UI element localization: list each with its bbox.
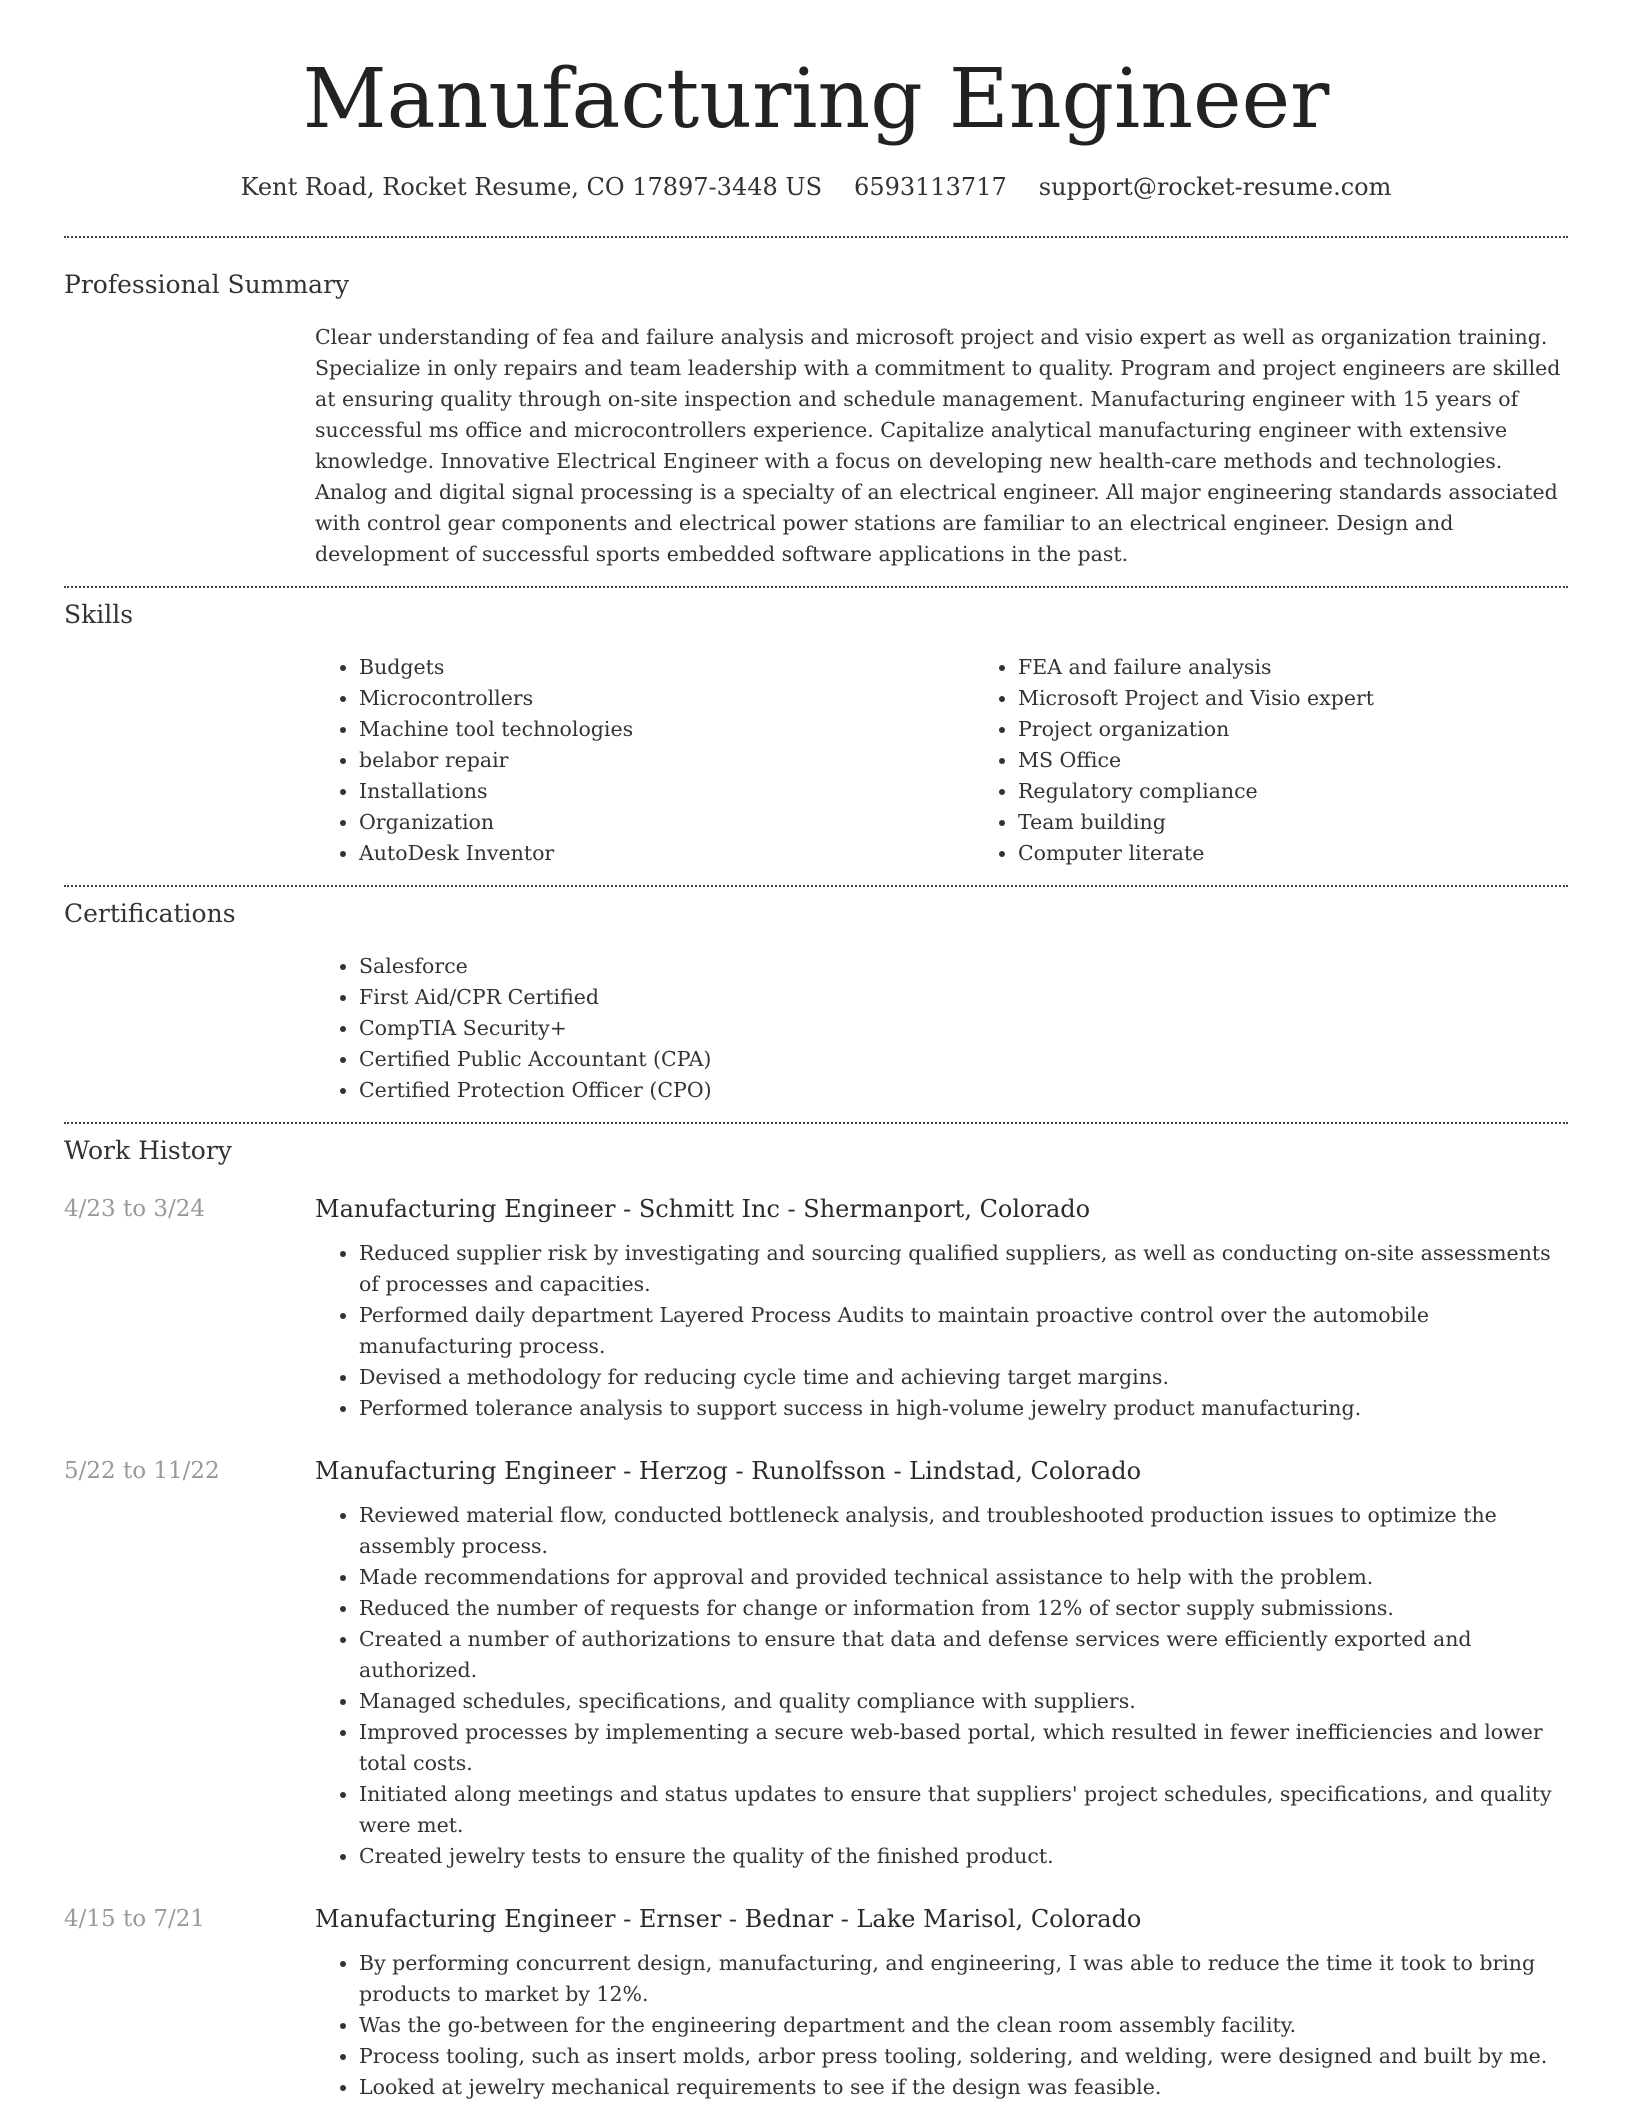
job-entry	[64, 1902, 1568, 2103]
contact-phone: 6593113717	[854, 173, 1007, 201]
job-bullet: • Improved processes by implementing a secure web-based portal, which resulted in fewer inefficiencies and lower total costs.	[359, 1717, 1568, 1779]
skills-list-right	[974, 652, 1632, 869]
skill-item: • Team building	[1018, 807, 1632, 838]
skill-item: • AutoDesk Inventor	[359, 838, 974, 869]
job-entry	[64, 1454, 1568, 1872]
section-title-skills: Skills	[64, 600, 134, 629]
skill-item: • Microcontrollers	[359, 683, 974, 714]
job-bullet: • Made recommendations for approval and provided technical assistance to help with the problem.	[359, 1562, 1568, 1593]
certification-item: • Salesforce	[359, 951, 1568, 982]
job-title: Manufacturing Engineer - Schmitt Inc - Shermanport, Colorado	[315, 1195, 1091, 1223]
job-bullet: • Looked at jewelry mechanical requirements to see if the design was feasible.	[359, 2072, 1568, 2103]
contact-email: support@rocket-resume.com	[1038, 173, 1392, 201]
resume-name: Manufacturing Engineer	[302, 52, 1330, 147]
skill-item: • belabor repair	[359, 745, 974, 776]
job-bullet: • By performing concurrent design, manufacturing, and engineering, I was able to reduce the time it took to bring products to market by 12%.	[359, 1948, 1568, 2010]
job-bullet: • Created a number of authorizations to ensure that data and defense services were efficiently exported and authorized.	[359, 1624, 1568, 1686]
job-bullet: • Performed daily department Layered Process Audits to maintain proactive control over the automobile manufacturing process.	[359, 1300, 1568, 1362]
job-entry	[64, 1192, 1568, 1424]
job-dates: 4/23 to 3/24	[64, 1196, 206, 1222]
job-bullet: • Created jewelry tests to ensure the quality of the finished product.	[359, 1841, 1568, 1872]
job-bullet: • Reviewed material flow, conducted bottleneck analysis, and troubleshooted production issues to optimize the assembly process.	[359, 1500, 1568, 1562]
job-title: Manufacturing Engineer - Herzog - Runolfsson - Lindstad, Colorado	[315, 1457, 1142, 1485]
job-bullet: • Was the go-between for the engineering department and the clean room assembly facility.	[359, 2010, 1568, 2041]
certification-item: • Certified Protection Officer (CPO)	[359, 1075, 1568, 1106]
contact-address: Kent Road, Rocket Resume, CO 17897-3448 US	[240, 173, 823, 201]
section-title-work-history: Work History	[64, 1136, 232, 1165]
summary-text: Clear understanding of fea and failure analysis and microsoft project and visio expert as well as organization training. Specialize in only repairs and team leadership with a commitment to quality. Program and project engineers are skilled at ensuring quality through on-site inspection and schedule management. Manufacturing engineer with 15 years of successful ms office and microcontrollers experience. Capitalize analytical manufacturing engineer with extensive knowledge. Innovative Electrical Engineer with a focus on developing new health-care methods and technologies. Analog and digital signal processing is a specialty of an electrical engineer. All major engineering standards associated with control gear components and electrical power stations are familiar to an electrical engineer. Design and development of successful sports embedded software applications in the past.	[315, 325, 1561, 566]
job-bullet: • Devised a methodology for reducing cycle time and achieving target margins.	[359, 1362, 1568, 1393]
skill-item: • FEA and failure analysis	[1018, 652, 1632, 683]
section-title-summary: Professional Summary	[64, 270, 350, 299]
skill-item: • Installations	[359, 776, 974, 807]
job-bullets	[315, 1500, 1568, 1872]
skill-item: • Machine tool technologies	[359, 714, 974, 745]
skill-item: • Budgets	[359, 652, 974, 683]
certifications-section	[64, 887, 1568, 1122]
work-history-section	[64, 1124, 1568, 2103]
job-title: Manufacturing Engineer - Ernser - Bednar - Lake Marisol, Colorado	[315, 1905, 1142, 1933]
skill-item: • Regulatory compliance	[1018, 776, 1632, 807]
job-dates: 5/22 to 11/22	[64, 1458, 220, 1484]
job-bullet: • Reduced supplier risk by investigating and sourcing qualified suppliers, as well as conducting on-site assessments of processes and capacities.	[359, 1238, 1568, 1300]
certifications-list	[315, 951, 1568, 1106]
skill-item: • Microsoft Project and Visio expert	[1018, 683, 1632, 714]
skill-item: • MS Office	[1018, 745, 1632, 776]
certification-item: • First Aid/CPR Certified	[359, 982, 1568, 1013]
job-bullets	[315, 1948, 1568, 2103]
certification-item: • CompTIA Security+	[359, 1013, 1568, 1044]
certification-item: • Certified Public Accountant (CPA)	[359, 1044, 1568, 1075]
section-title-certifications: Certifications	[64, 899, 236, 928]
job-bullet: • Performed tolerance analysis to support success in high-volume jewelry product manufacturing.	[359, 1393, 1568, 1424]
job-bullet: • Reduced the number of requests for change or information from 12% of sector supply submissions.	[359, 1593, 1568, 1624]
skill-item: • Project organization	[1018, 714, 1632, 745]
skills-section	[64, 588, 1568, 885]
job-bullet: • Managed schedules, specifications, and quality compliance with suppliers.	[359, 1686, 1568, 1717]
job-dates: 4/15 to 7/21	[64, 1906, 206, 1932]
job-bullet: • Initiated along meetings and status updates to ensure that suppliers' project schedules, specifications, and quality were met.	[359, 1779, 1568, 1841]
summary-section	[64, 238, 1568, 586]
skill-item: • Computer literate	[1018, 838, 1632, 869]
job-bullets	[315, 1238, 1568, 1424]
skills-list-left	[315, 652, 974, 869]
skill-item: • Organization	[359, 807, 974, 838]
contact-line	[64, 170, 1568, 204]
job-bullet: • Process tooling, such as insert molds, arbor press tooling, soldering, and welding, were designed and built by me.	[359, 2041, 1568, 2072]
